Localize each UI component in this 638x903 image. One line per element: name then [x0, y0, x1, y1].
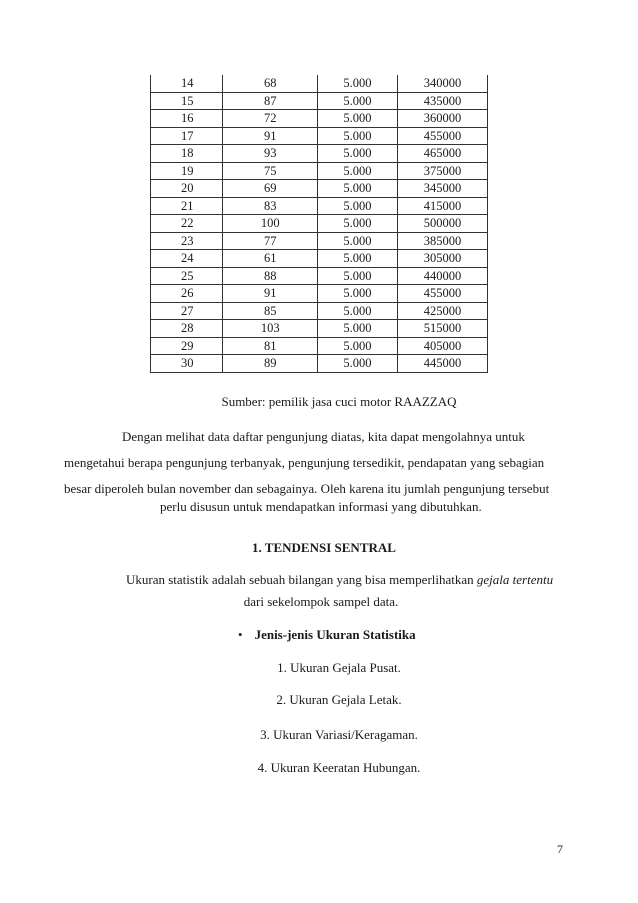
table-row — [151, 145, 488, 163]
table-cell: 415000 — [397, 197, 487, 215]
table-cell: 500000 — [397, 215, 487, 233]
table-row — [151, 267, 488, 285]
table-cell: 91 — [223, 127, 318, 145]
table-row — [151, 197, 488, 215]
table-cell: 5.000 — [317, 145, 397, 163]
table-row — [151, 75, 488, 92]
table-cell: 27 — [151, 302, 223, 320]
table-cell: 445000 — [397, 355, 487, 373]
table-cell: 29 — [151, 337, 223, 355]
table-cell: 21 — [151, 197, 223, 215]
table-cell: 455000 — [397, 285, 487, 303]
table-row — [151, 215, 488, 233]
table-row — [151, 250, 488, 268]
table-cell: 20 — [151, 180, 223, 198]
table-cell: 72 — [223, 110, 318, 128]
table-cell: 83 — [223, 197, 318, 215]
table-cell: 30 — [151, 355, 223, 373]
table-cell: 103 — [223, 320, 318, 338]
table-cell: 61 — [223, 250, 318, 268]
table-row — [151, 110, 488, 128]
table-cell: 5.000 — [317, 285, 397, 303]
paragraph1-line4: perlu disusun untuk mendapatkan informasi yang dibutuhkan. — [160, 499, 482, 514]
table-cell: 5.000 — [317, 162, 397, 180]
bullet-icon: • — [238, 627, 243, 642]
list-item: 1. Ukuran Gejala Pusat. — [277, 660, 401, 675]
table-cell: 16 — [151, 110, 223, 128]
table-cell: 85 — [223, 302, 318, 320]
table-cell: 69 — [223, 180, 318, 198]
section-heading: 1. TENDENSI SENTRAL — [252, 540, 396, 555]
table-cell: 465000 — [397, 145, 487, 163]
table-cell: 5.000 — [317, 232, 397, 250]
table-cell: 24 — [151, 250, 223, 268]
table-cell: 5.000 — [317, 302, 397, 320]
paragraph2-italic: gejala tertentu — [476, 572, 554, 587]
table-cell: 19 — [151, 162, 223, 180]
table-row — [151, 92, 488, 110]
table-cell: 5.000 — [317, 110, 397, 128]
table-cell: 5.000 — [317, 215, 397, 233]
table-cell: 14 — [151, 75, 223, 92]
table-cell: 26 — [151, 285, 223, 303]
table-cell: 88 — [223, 267, 318, 285]
paragraph2-text: Ukuran statistik adalah sebuah bilangan yang bisa memperlihatkan — [126, 572, 477, 587]
table-cell: 15 — [151, 92, 223, 110]
table-row — [151, 285, 488, 303]
paragraph1-line3: besar diperoleh bulan november dan sebagainya. Oleh karena itu jumlah pengunjung tersebut — [64, 481, 550, 496]
bullet-label: Jenis-jenis Ukuran Statistika — [254, 627, 416, 642]
table-cell: 5.000 — [317, 355, 397, 373]
table-cell: 5.000 — [317, 180, 397, 198]
table-row — [151, 232, 488, 250]
table-cell: 91 — [223, 285, 318, 303]
page-number: 7 — [557, 842, 563, 856]
table-cell: 25 — [151, 267, 223, 285]
table-cell: 435000 — [397, 92, 487, 110]
table-row — [151, 127, 488, 145]
table-cell: 18 — [151, 145, 223, 163]
table-row — [151, 355, 488, 373]
table-cell: 100 — [223, 215, 318, 233]
table-row — [151, 162, 488, 180]
table-cell: 385000 — [397, 232, 487, 250]
table-cell: 5.000 — [317, 92, 397, 110]
paragraph1-line2: mengetahui berapa pengunjung terbanyak, pengunjung tersedikit, pendapatan yang sebagian — [64, 455, 545, 470]
table-cell: 89 — [223, 355, 318, 373]
table-cell: 87 — [223, 92, 318, 110]
table-row — [151, 302, 488, 320]
visitor-table — [150, 75, 488, 373]
table-row — [151, 180, 488, 198]
table-cell: 22 — [151, 215, 223, 233]
table-cell: 455000 — [397, 127, 487, 145]
table-cell: 425000 — [397, 302, 487, 320]
table-source-note: Sumber: pemilik jasa cuci motor RAAZZAQ — [221, 394, 457, 409]
table-cell: 5.000 — [317, 75, 397, 92]
table-cell: 5.000 — [317, 197, 397, 215]
table-cell: 5.000 — [317, 127, 397, 145]
table-cell: 440000 — [397, 267, 487, 285]
table-cell: 360000 — [397, 110, 487, 128]
bullet-heading — [238, 627, 416, 643]
paragraph2-line1 — [126, 572, 553, 588]
table-cell: 5.000 — [317, 267, 397, 285]
table-cell: 515000 — [397, 320, 487, 338]
list-item: 4. Ukuran Keeratan Hubungan. — [257, 760, 421, 775]
table-cell: 405000 — [397, 337, 487, 355]
paragraph2-line2: dari sekelompok sampel data. — [243, 594, 399, 609]
table-cell: 23 — [151, 232, 223, 250]
list-item: 3. Ukuran Variasi/Keragaman. — [260, 727, 418, 742]
table-cell: 5.000 — [317, 337, 397, 355]
table-cell: 5.000 — [317, 320, 397, 338]
paragraph1-line1: Dengan melihat data daftar pengunjung diatas, kita dapat mengolahnya untuk — [122, 429, 525, 444]
table-cell: 17 — [151, 127, 223, 145]
table-cell: 28 — [151, 320, 223, 338]
table-cell: 345000 — [397, 180, 487, 198]
table-cell: 5.000 — [317, 250, 397, 268]
table-cell: 81 — [223, 337, 318, 355]
list-item: 2. Ukuran Gejala Letak. — [276, 692, 402, 707]
table-cell: 340000 — [397, 75, 487, 92]
table-cell: 75 — [223, 162, 318, 180]
table-cell: 68 — [223, 75, 318, 92]
table-cell: 93 — [223, 145, 318, 163]
table-cell: 305000 — [397, 250, 487, 268]
table-cell: 77 — [223, 232, 318, 250]
table-row — [151, 320, 488, 338]
table-row — [151, 337, 488, 355]
table-cell: 375000 — [397, 162, 487, 180]
